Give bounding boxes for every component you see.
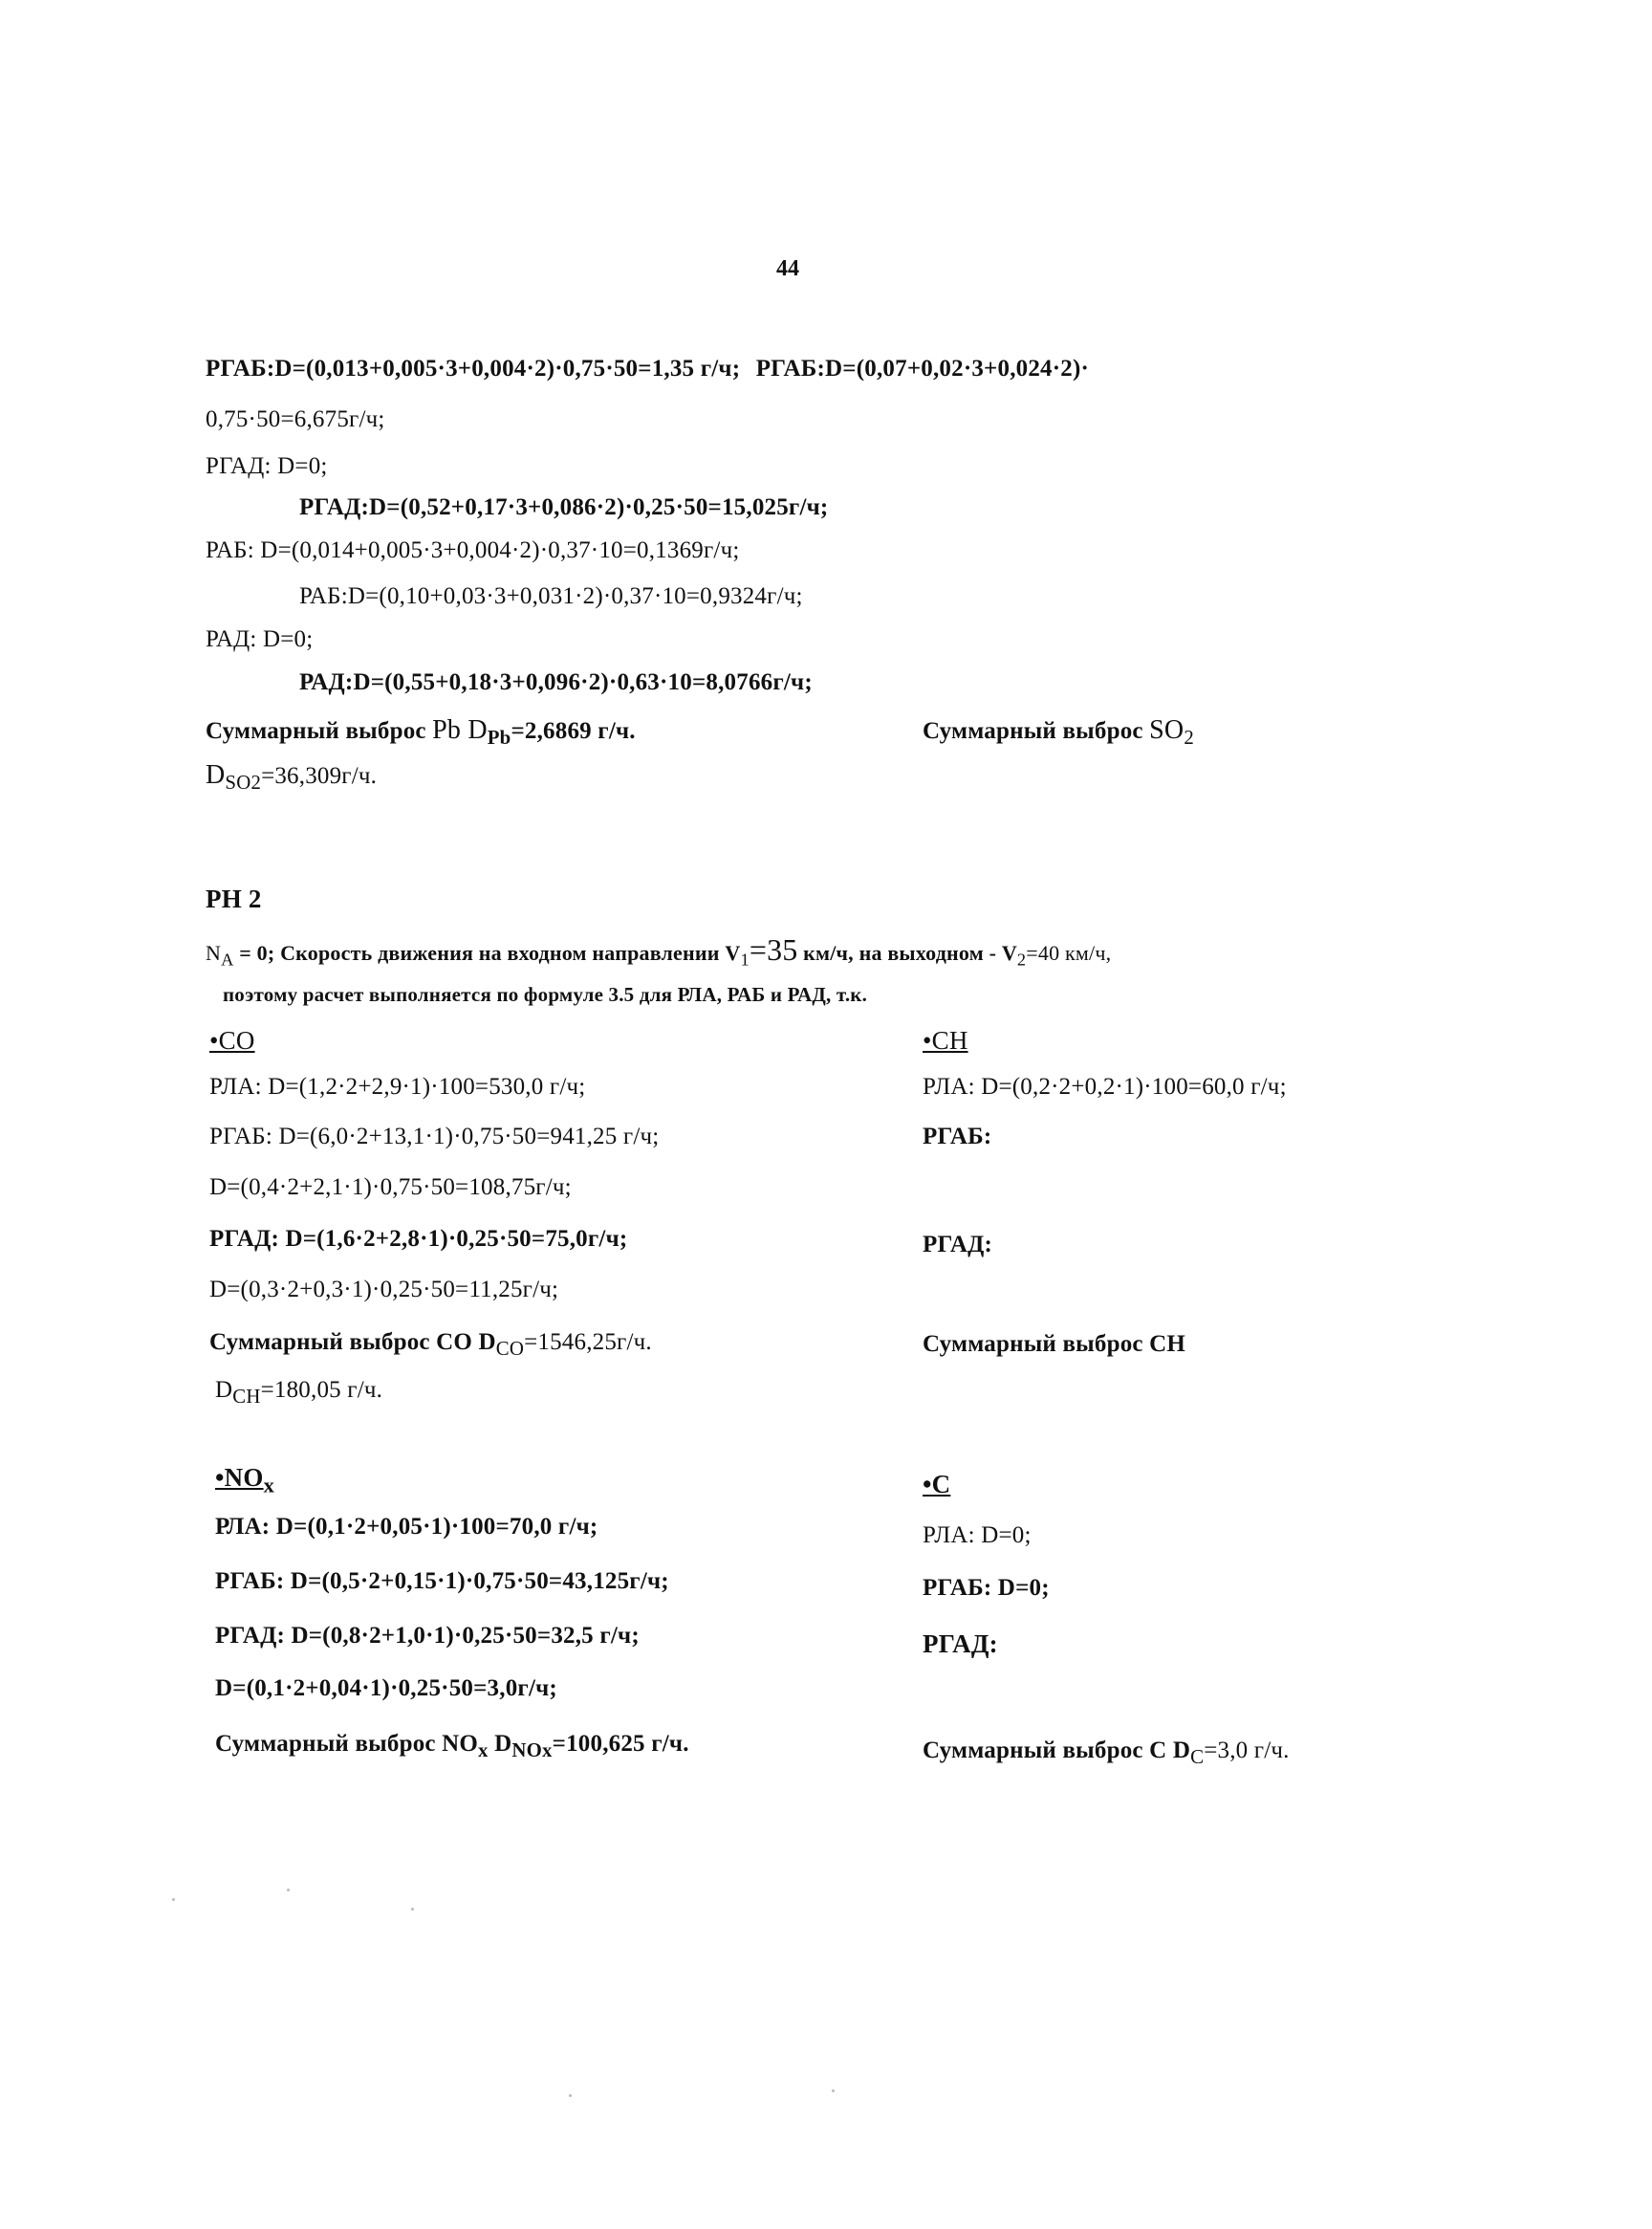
calc-line: РАД:D=(0,55+0,18·3+0,096·2)·0,63·10=8,0766г/ч; <box>299 669 813 695</box>
ch-total-line: Суммарный выброс CH <box>923 1331 1186 1357</box>
calc-line: 0,75·50=6,675г/ч; <box>206 406 385 432</box>
subscript: CH <box>232 1385 261 1408</box>
total-line-so2 <box>923 715 1194 750</box>
c-calc-line: РЛА: D=0; <box>923 1522 1032 1548</box>
intro-text: км/ч, на выходном - V <box>797 941 1017 965</box>
section-title: РН 2 <box>206 885 262 913</box>
element-symbol: SO <box>1149 715 1185 745</box>
ch-calc-line: РЛА: D=(0,2·2+0,2·1)·100=60,0 г/ч; <box>923 1074 1287 1100</box>
co-calc-line: D=(0,4·2+2,1·1)·0,75·50=108,75г/ч; <box>209 1174 572 1200</box>
nox-total-line <box>215 1731 689 1762</box>
scan-speck <box>172 1898 175 1901</box>
ch-calc-line: РГАБ: <box>923 1124 992 1149</box>
total-value: =3,0 г/ч. <box>1204 1737 1290 1763</box>
calc-line: РАБ: D=(0,014+0,005·3+0,004·2)·0,37·10=0,1369г/ч; <box>206 537 740 563</box>
nox-calc-line: РЛА: D=(0,1·2+0,05·1)·100=70,0 г/ч; <box>215 1514 598 1540</box>
co-calc-line: РГАД: D=(1,6·2+2,8·1)·0,25·50=75,0г/ч; <box>209 1226 628 1252</box>
subscript: NOx <box>511 1738 553 1761</box>
subscript: x <box>478 1738 489 1761</box>
c-total-line <box>923 1737 1290 1769</box>
heading-text: •NO <box>215 1463 264 1492</box>
total-label: Суммарный выброс <box>923 718 1150 744</box>
subscript: 1 <box>740 950 750 970</box>
co-calc-line: D=(0,3·2+0,3·1)·0,25·50=11,25г/ч; <box>209 1277 559 1302</box>
total-line-so2-value <box>206 760 377 795</box>
total-value: =36,309г/ч. <box>261 763 378 789</box>
intro-speed: =35 <box>749 932 798 967</box>
symbol-d: D <box>215 1377 233 1403</box>
calc-line <box>206 356 1089 382</box>
symbol-d: D <box>206 760 226 790</box>
total-value: =1546,25г/ч. <box>524 1329 652 1355</box>
total-label: Суммарный выброс C D <box>923 1737 1191 1763</box>
subscript: Pb <box>487 726 511 749</box>
ch-heading: •CH <box>923 1026 968 1055</box>
co-total-line <box>209 1329 652 1361</box>
intro-text: =40 км/ч, <box>1026 941 1112 965</box>
nox-calc-line: РГАБ: D=(0,5·2+0,15·1)·0,75·50=43,125г/ч; <box>215 1568 669 1594</box>
intro-line-2: поэтому расчет выполняется по формуле 3.5 для РЛА, РАБ и РАД, т.к. <box>223 983 868 1006</box>
subscript: C <box>1190 1745 1205 1768</box>
calc-line: РАД: D=0; <box>206 626 314 652</box>
intro-text: = 0; Скорость движения на входном направлении V <box>233 941 741 965</box>
intro-text: N <box>206 941 222 965</box>
total-value: =100,625 г/ч. <box>552 1731 689 1757</box>
element-symbol: Pb D <box>432 715 488 745</box>
total-line-pb <box>206 715 636 750</box>
co-heading: •CO <box>209 1026 255 1055</box>
total-label: Суммарный выброс <box>206 718 433 744</box>
subscript: SO2 <box>225 771 262 794</box>
c-calc-line: РГАД: <box>923 1629 998 1658</box>
total-value: =2,6869 г/ч. <box>511 718 636 744</box>
subscript: CO <box>495 1337 525 1360</box>
scan-speck <box>411 1908 414 1911</box>
calc-line: РГАД:D=(0,52+0,17·3+0,086·2)·0,25·50=15,025г/ч; <box>299 494 829 520</box>
calc-text: РГАБ:D=(0,07+0,02·3+0,024·2)· <box>755 356 1090 382</box>
total-label: Суммарный выброс NO <box>215 1731 479 1757</box>
scan-speck <box>287 1889 290 1891</box>
calc-text: РГАБ:D=(0,013+0,005·3+0,004·2)·0,75·50=1,35 г/ч; <box>206 356 741 382</box>
c-heading: •C <box>923 1470 951 1498</box>
symbol-d: D <box>488 1731 512 1757</box>
subscript: 2 <box>1016 950 1027 970</box>
co-calc-line: РЛА: D=(1,2·2+2,9·1)·100=530,0 г/ч; <box>209 1074 586 1100</box>
calc-line: РАБ:D=(0,10+0,03·3+0,031·2)·0,37·10=0,9324г/ч; <box>299 583 803 609</box>
intro-line <box>206 932 1111 970</box>
nox-calc-line: D=(0,1·2+0,04·1)·0,25·50=3,0г/ч; <box>215 1675 557 1701</box>
subscript: A <box>221 950 234 970</box>
total-label: Суммарный выброс CO D <box>209 1329 496 1355</box>
scan-speck <box>569 2094 572 2097</box>
subscript: x <box>263 1473 275 1497</box>
nox-heading <box>215 1463 274 1497</box>
calc-line: РГАД: D=0; <box>206 453 328 479</box>
page-number: 44 <box>776 256 799 281</box>
c-calc-line: РГАБ: D=0; <box>923 1575 1050 1601</box>
ch-calc-line: РГАД: <box>923 1232 993 1257</box>
co-calc-line: РГАБ: D=(6,0·2+13,1·1)·0,75·50=941,25 г/ч; <box>209 1124 660 1149</box>
total-value: =180,05 г/ч. <box>260 1377 383 1403</box>
ch-total-value-line <box>215 1377 382 1409</box>
subscript: 2 <box>1184 726 1194 749</box>
scan-speck <box>832 2089 835 2092</box>
nox-calc-line: РГАД: D=(0,8·2+1,0·1)·0,25·50=32,5 г/ч; <box>215 1623 640 1649</box>
